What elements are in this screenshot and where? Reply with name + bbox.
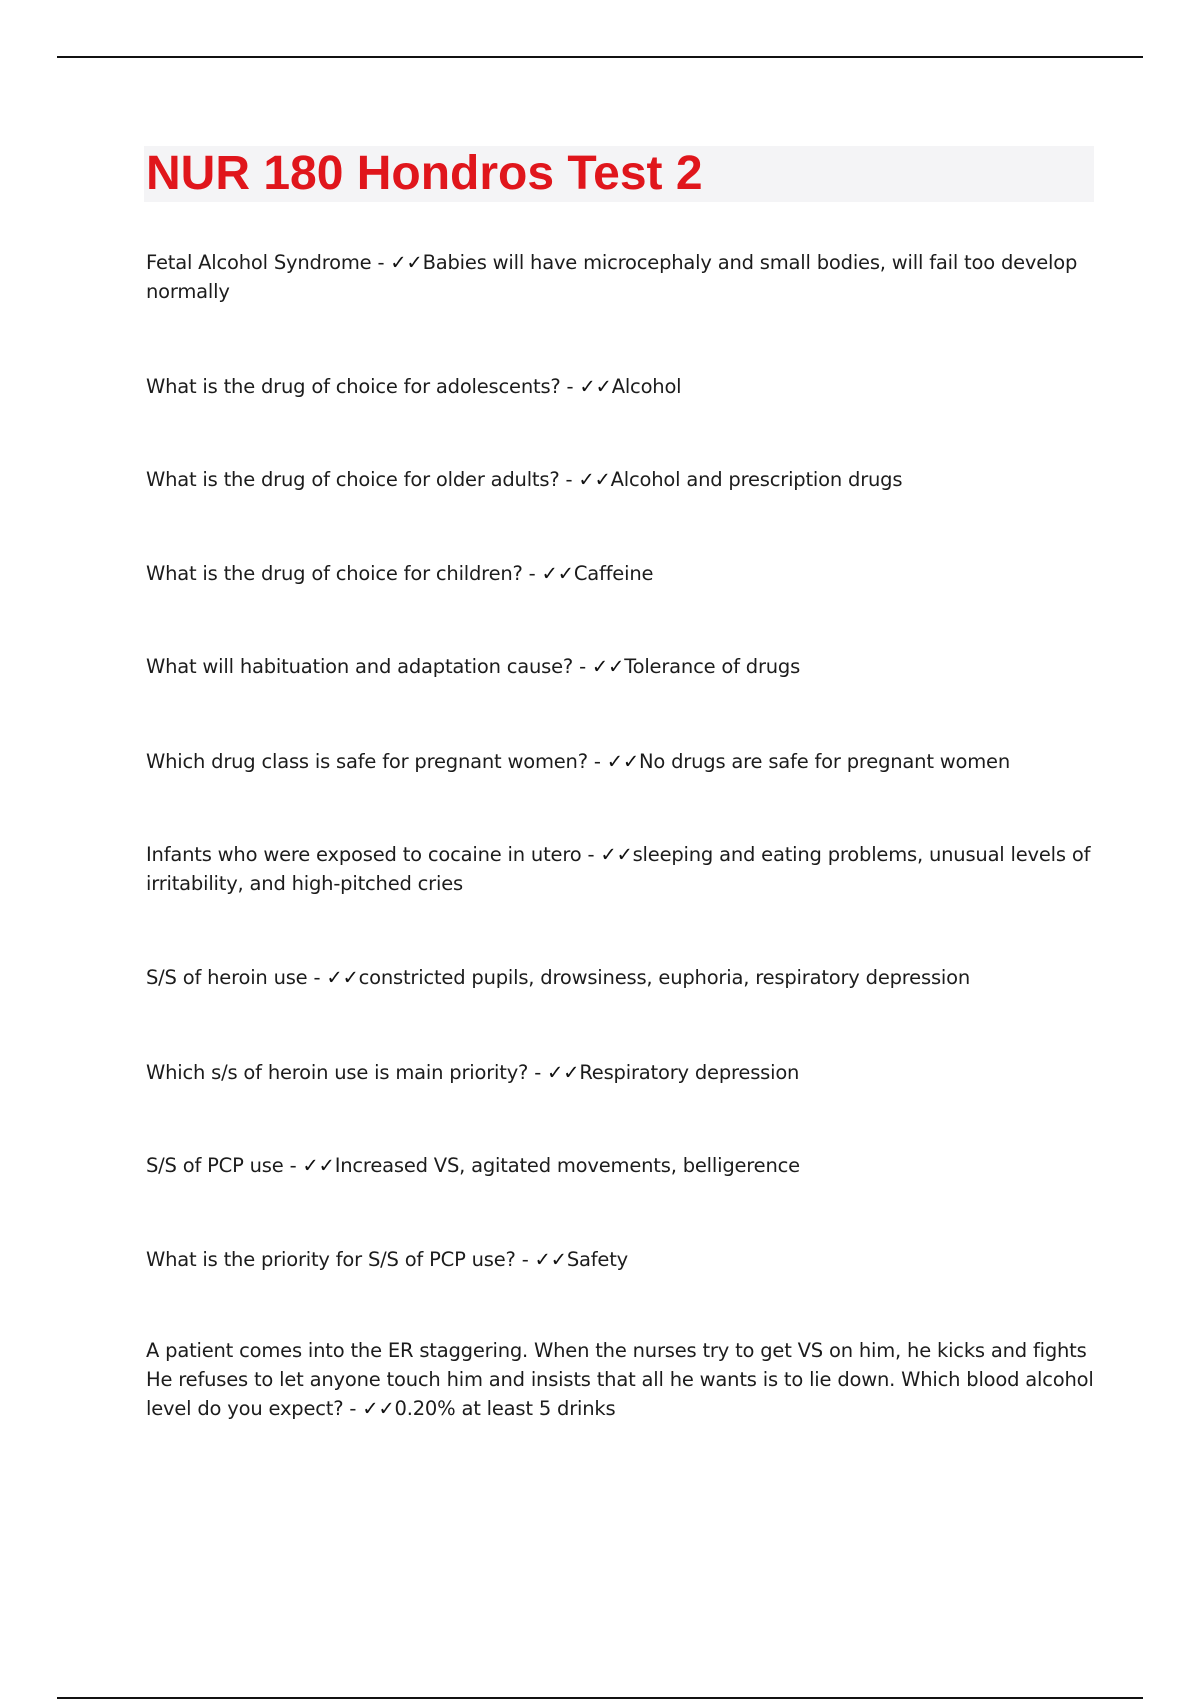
double-check-icon: ✓✓ xyxy=(579,375,612,398)
answer-text: Respiratory depression xyxy=(579,1061,800,1084)
qa-item: Infants who were exposed to cocaine in utero - ✓✓sleeping and eating problems, unusual levels of irritability, and high-pitched cries xyxy=(146,843,1091,895)
double-check-icon: ✓✓ xyxy=(326,966,359,989)
answer-text: Increased VS, agitated movements, belligerence xyxy=(334,1154,800,1177)
qa-item: What is the priority for S/S of PCP use? - ✓✓Safety xyxy=(146,1248,629,1271)
question-text: Infants who were exposed to cocaine in utero xyxy=(146,843,582,866)
answer-text: Tolerance of drugs xyxy=(624,655,801,678)
answer-text: Safety xyxy=(566,1248,629,1271)
qa-item: Which drug class is safe for pregnant women? - ✓✓No drugs are safe for pregnant women xyxy=(146,750,1011,773)
question-text: What is the priority for S/S of PCP use? xyxy=(146,1248,516,1271)
double-check-icon: ✓✓ xyxy=(541,562,574,585)
answer-text: constricted pupils, drowsiness, euphoria, respiratory depression xyxy=(358,966,971,989)
question-text: Which drug class is safe for pregnant women? xyxy=(146,750,588,773)
double-check-icon: ✓✓ xyxy=(547,1061,580,1084)
qa-item: S/S of heroin use - ✓✓constricted pupils, drowsiness, euphoria, respiratory depression xyxy=(146,966,971,989)
question-text: What will habituation and adaptation cause? xyxy=(146,655,574,678)
answer-text: sleeping and eating problems, unusual levels of irritability, and high-pitched cries xyxy=(146,843,1091,895)
question-text: A patient comes into the ER staggering. When the nurses try to get VS on him, he kicks and fights He refuses to let anyone touch him and insists that all he wants is to lie down. Which blood alcohol level do you expect? xyxy=(146,1339,1094,1420)
question-text: Which s/s of heroin use is main priority? xyxy=(146,1061,529,1084)
answer-text: Alcohol xyxy=(611,375,682,398)
footer-rule xyxy=(57,1697,1143,1699)
double-check-icon: ✓✓ xyxy=(600,843,633,866)
answer-text: Caffeine xyxy=(573,562,654,585)
qa-item: Fetal Alcohol Syndrome - ✓✓Babies will have microcephaly and small bodies, will fail too develop normally xyxy=(146,251,1078,303)
question-text: Fetal Alcohol Syndrome xyxy=(146,251,372,274)
double-check-icon: ✓✓ xyxy=(578,468,611,491)
document-title: NUR 180 Hondros Test 2 xyxy=(146,147,703,200)
qa-item: A patient comes into the ER staggering. When the nurses try to get VS on him, he kicks and fights He refuses to let anyone touch him and insists that all he wants is to lie down. Which blood alcohol level do you expect? - ✓✓0.20% at least 5 drinks xyxy=(146,1339,1094,1420)
qa-item: Which s/s of heroin use is main priority? - ✓✓Respiratory depression xyxy=(146,1061,800,1084)
qa-item: What is the drug of choice for older adults? - ✓✓Alcohol and prescription drugs xyxy=(146,468,903,491)
double-check-icon: ✓✓ xyxy=(362,1397,395,1420)
qa-item: What is the drug of choice for children? - ✓✓Caffeine xyxy=(146,562,654,585)
qa-item: S/S of PCP use - ✓✓Increased VS, agitated movements, belligerence xyxy=(146,1154,800,1177)
answer-text: 0.20% at least 5 drinks xyxy=(394,1397,616,1420)
answer-text: Babies will have microcephaly and small bodies, will fail too develop normally xyxy=(146,251,1078,303)
question-text: What is the drug of choice for adolescents? xyxy=(146,375,561,398)
question-text: S/S of PCP use xyxy=(146,1154,284,1177)
header-rule xyxy=(57,56,1143,58)
qa-item: What will habituation and adaptation cause? - ✓✓Tolerance of drugs xyxy=(146,655,801,678)
double-check-icon: ✓✓ xyxy=(606,750,639,773)
question-text: What is the drug of choice for children? xyxy=(146,562,523,585)
question-text: S/S of heroin use xyxy=(146,966,308,989)
double-check-icon: ✓✓ xyxy=(390,251,423,274)
answer-text: Alcohol and prescription drugs xyxy=(610,468,903,491)
qa-item: What is the drug of choice for adolescents? - ✓✓Alcohol xyxy=(146,375,682,398)
double-check-icon: ✓✓ xyxy=(302,1154,335,1177)
question-text: What is the drug of choice for older adults? xyxy=(146,468,560,491)
double-check-icon: ✓✓ xyxy=(534,1248,567,1271)
answer-text: No drugs are safe for pregnant women xyxy=(639,750,1011,773)
double-check-icon: ✓✓ xyxy=(591,655,625,678)
